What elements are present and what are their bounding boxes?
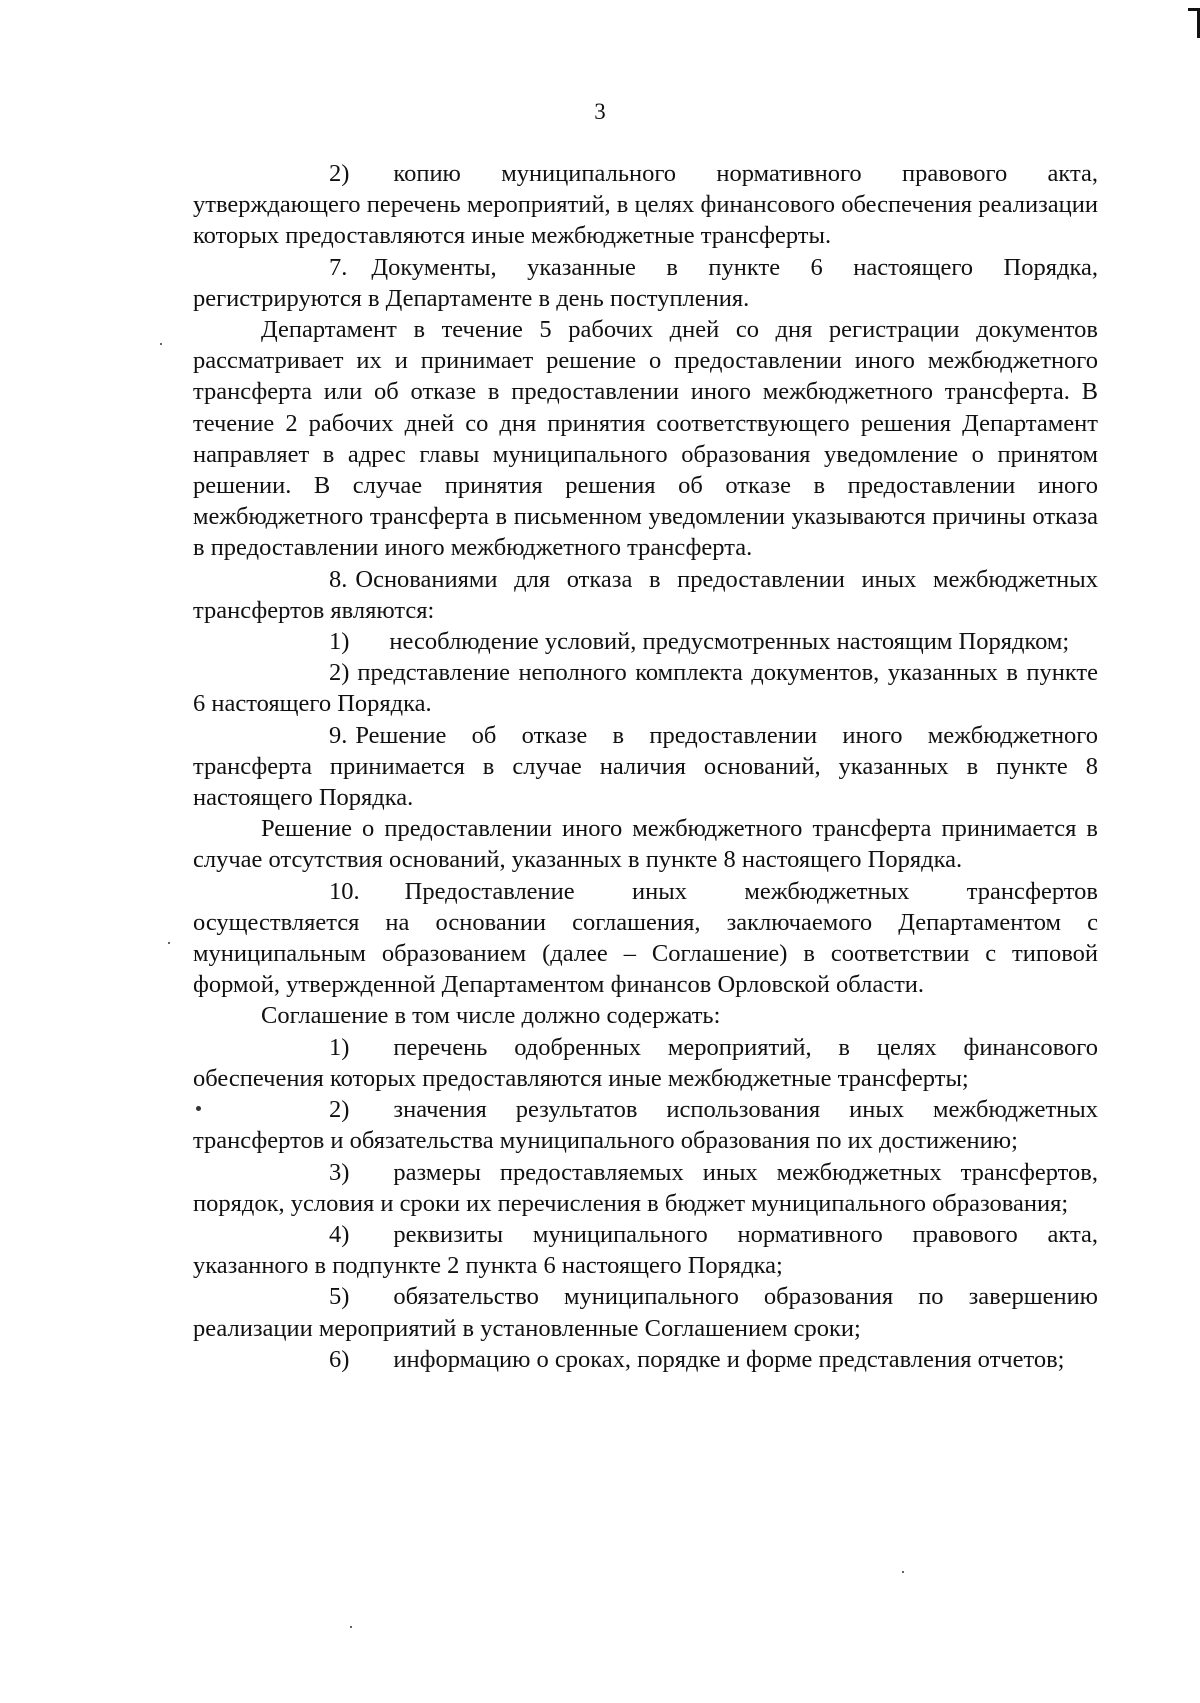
paragraph-agreement-item-3 [193, 1157, 1098, 1219]
paragraph-text: копию муниципального нормативного правового акта, утверждающего перечень мероприятий, в целях финансового обеспечения реализации которых предоставляются иные межбюджетные трансферты. [193, 160, 1098, 250]
paragraph-text: Соглашение в том числе должно содержать: [261, 1002, 721, 1030]
paragraph-agreement-item-1 [193, 1032, 1098, 1094]
paragraph-text: Предоставление иных межбюджетных трансфертов осуществляется на основании соглашения, заключаемого Департаментом с муниципальным образованием (далее – Соглашение) в соответствии с типовой формой, утвержденной Департаментом финансов Орловской области. [193, 877, 1098, 999]
paragraph-section-10 [193, 876, 1098, 1001]
paragraph-agreement-item-4 [193, 1219, 1098, 1281]
paragraph-decision-granted [193, 813, 1098, 875]
paragraph-agreement-item-6 [193, 1344, 1098, 1375]
paragraph-text: Департамент в течение 5 рабочих дней со дня регистрации документов рассматривает их и принимает решение о предоставлении иного межбюджетного трансферта или об отказе в предоставлении иного межбюджетного трансферта. В течение 2 рабочих дней со дня принятия соответствующего решения Департамент направляет в адрес главы муниципального образования уведомление о принятом решении. В случае принятия решения об отказе в предоставлении иного межбюджетного трансферта в письменном уведомлении указываются причины отказа в предоставлении иного межбюджетного трансферта. [193, 316, 1098, 562]
paragraph-section-9 [193, 720, 1098, 814]
paragraph-section-7 [193, 252, 1098, 314]
item-number: 3) [329, 1158, 350, 1186]
paragraph-item-2-copy [193, 158, 1098, 252]
item-number: 4) [329, 1220, 350, 1248]
paragraph-text: Решение об отказе в предоставлении иного межбюджетного трансферта принимается в случае наличия оснований, указанных в пункте 8 настоящего Порядка. [193, 721, 1098, 812]
scan-speck [350, 1626, 352, 1628]
paragraph-text: реквизиты муниципального нормативного правового акта, указанного в подпункте 2 пункта 6 настоящего Порядка; [193, 1220, 1098, 1280]
scan-speck [168, 942, 170, 944]
document-body [193, 158, 1098, 1375]
paragraph-text: несоблюдение условий, предусмотренных настоящим Порядком; [389, 628, 1070, 656]
item-number: 2) [329, 1096, 350, 1124]
section-number: 9. [329, 721, 348, 749]
paragraph-item-2-incomplete [193, 657, 1098, 719]
paragraph-text: значения результатов использования иных межбюджетных трансфертов и обязательства муниципального образования по их достижению; [193, 1096, 1098, 1155]
paragraph-text: размеры предоставляемых иных межбюджетных трансфертов, порядок, условия и сроки их перечисления в бюджет муниципального образования; [193, 1158, 1098, 1217]
section-number: 8. [329, 565, 348, 593]
paragraph-agreement-item-5 [193, 1281, 1098, 1343]
item-number: 1) [329, 1033, 350, 1061]
paragraph-agreement-contents [193, 1000, 1098, 1031]
item-number: 6) [329, 1345, 350, 1373]
item-number: 1) [329, 628, 350, 656]
paragraph-department-review [193, 314, 1098, 564]
paragraph-agreement-item-2 [193, 1094, 1098, 1156]
corner-bracket-mark [1188, 8, 1200, 38]
paragraph-text: Основаниями для отказа в предоставлении иных межбюджетных трансфертов являются: [193, 565, 1098, 624]
scan-speck [160, 343, 162, 345]
paragraph-text: обязательство муниципального образования по завершению реализации мероприятий в установленные Соглашением сроки; [193, 1283, 1098, 1342]
paragraph-text: Документы, указанные в пункте 6 настоящего Порядка, регистрируются в Департаменте в день поступления. [193, 253, 1098, 312]
page-number: 3 [594, 99, 606, 124]
paragraph-text: представление неполного комплекта документов, указанных в пункте 6 настоящего Порядка. [193, 659, 1098, 718]
paragraph-section-8 [193, 564, 1098, 626]
paragraph-item-1-noncompliance [193, 626, 1098, 657]
item-number: 2) [329, 160, 350, 187]
scan-speck [196, 1106, 201, 1111]
item-number: 5) [329, 1283, 350, 1311]
scan-speck [902, 1571, 904, 1573]
paragraph-text: перечень одобренных мероприятий, в целях финансового обеспечения которых предоставляются иные межбюджетные трансферты; [193, 1033, 1098, 1092]
paragraph-text: информацию о сроках, порядке и форме представления отчетов; [393, 1345, 1065, 1373]
item-number: 2) [329, 659, 350, 687]
section-number: 7. [329, 253, 348, 281]
section-number: 10. [329, 877, 360, 905]
paragraph-text: Решение о предоставлении иного межбюджетного трансферта принимается в случае отсутствия оснований, указанных в пункте 8 настоящего Порядка. [193, 815, 1098, 874]
